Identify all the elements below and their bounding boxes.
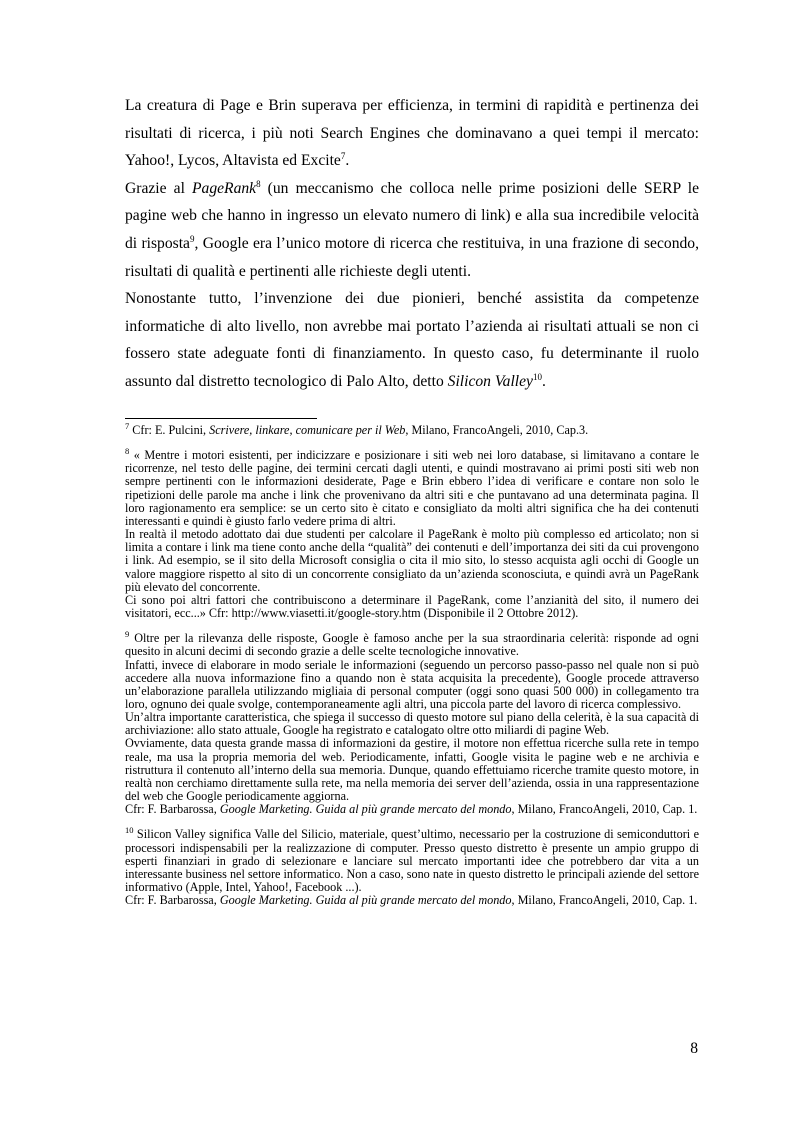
paragraph-1 — [125, 92, 699, 175]
paragraph-2-start: Grazie al — [125, 179, 192, 197]
footnotes — [125, 420, 699, 908]
paragraph-3 — [125, 285, 699, 395]
citation-text: Cfr: F. Barbarossa, — [125, 893, 220, 908]
footnote-10 — [125, 825, 699, 908]
book-title: Scrivere, linkare, comunicare per il Web — [209, 423, 406, 437]
footnote-ref-8[interactable]: 8 — [256, 178, 261, 189]
paragraph-3-end: . — [541, 372, 546, 390]
footnote-text: Silicon Valley significa Valle del Silicio, materiale, quest’ultimo, necessario per la costruzione di semiconduttori e processori indispensabili per la realizzazione di computer. Presso questo distretto è presente un ampio gruppo di esperti finanziari in grado di selezionare e lanciare sul mercato importanti idee che potrebbero dar vita a un interessante business nel settore informatico. Non a caso, sono nate in questo distretto le principali aziende del settore informativo (Apple, Intel, Yahoo!, Facebook ...). — [125, 827, 699, 894]
footnote-text: Oltre per la rilevanza delle risposte, Google è famoso anche per la sua straordinaria celerità: risponde ad ogni quesito in alcuni decimi di secondo grazie a delle scelte tecnologiche innovative. — [125, 631, 699, 659]
body-text — [125, 92, 699, 396]
paragraph-1-text: La creatura di Page e Brin superava per efficienza, in termini di rapidità e pertinenza dei risultati di ricerca, i più noti Search Engines che dominavano a quei tempi il mercato: Yahoo!, Lycos, Altavista ed Excite — [125, 97, 699, 170]
footnote-text: Infatti, invece di elaborare in modo seriale le informazioni (seguendo un percorso passo-passo nel quale non si può accedere alla nuova informazione fino a quando non è stata acquisita la precedente), Google procede attraverso un’elaborazione parallela utilizzando migliaia di personal computer (oggi sono quasi 500 000) in collegamento tra loro, ognuno dei quale svolge, contemporaneamente agli altri, una piccola parte del lavoro di ricerca complessivo. — [125, 657, 699, 711]
silicon-valley-term: Silicon Valley — [447, 372, 533, 390]
footnote-text: Un’altra importante caratteristica, che spiega il successo di questo motore sul piano della celerità, è la sua capacità di archiviazione: allo stato attuale, Google ha registrato e catalogato oltre otto miliardi di pagine Web. — [125, 710, 699, 738]
footnote-text: Ovviamente, data questa grande massa di informazioni da gestire, il motore non effettua ricerche sulla rete in tempo reale, ma usa la propria memoria del web. Periodicamente, infatti, Google visita le pagine web e ne archivia e ristruttura il contenuto all’interno della sua memoria. Dunque, quando effettuiamo ricerche tramite questo motore, in realtà non cerchiamo direttamente sulla rete, ma nella memoria dei server dell’azienda, ossia in una rappresentazione del web che Google periodicamente aggiorna. — [125, 736, 699, 804]
citation-text: , Milano, FrancoAngeli, 2010, Cap. 1. — [511, 893, 698, 908]
footnote-9 — [125, 629, 699, 817]
footnote-number: 9 — [125, 629, 130, 640]
footnote-number: 8 — [125, 446, 130, 457]
footnote-8 — [125, 446, 699, 621]
footnote-ref-9[interactable]: 9 — [189, 233, 195, 244]
footnote-ref-10[interactable]: 10 — [532, 371, 542, 382]
book-title: Google Marketing. Guida al più grande mercato del mondo — [219, 802, 512, 817]
footnote-number: 7 — [125, 420, 130, 431]
footnote-citation — [125, 803, 699, 816]
paragraph-2-middle: (un meccanismo che colloca nelle prime posizioni delle SERP le pagine web che hanno in ingresso un elevato numero di link) e alla sua incredibile velocità di risposta — [125, 179, 699, 252]
paragraph-2-end: , Google era l’unico motore di ricerca che restituiva, in una frazione di secondo, risultati di qualità e pertinenti alle richieste degli utenti. — [125, 234, 699, 280]
footnote-text: , Milano, FrancoAngeli, 2010, Cap.3. — [405, 423, 589, 437]
footnote-text: « Mentre i motori esistenti, per indicizzare e posizionare i siti web nei loro database, si limitavano a contare le ricorrenze, nel testo delle pagine, dei termini cercati dagli utenti, e quindi mostravano ai primi posti siti web non sempre pertinenti con le informazioni desiderate, Page e Brin ebbero l’idea di verificare e contare non solo le ripetizioni delle parole ma anche i link che provenivano da altri siti e che puntavano ad una determinata pagina. Il loro ragionamento era semplice: se un certo sito è citato e consigliato da molti altri significa che ha dei contenuti interessanti e quindi è giusto farlo vedere prima di altri. — [125, 448, 699, 528]
footnote-ref-7[interactable]: 7 — [340, 151, 346, 161]
footnote-text: Ci sono poi altri fattori che contribuiscono a determinare il PageRank, come l’anzianità del sito, il numero dei visitatori, ecc...» Cfr: http://www.viasetti.it/google-story.htm (Disponibile il 2 Ottobre 2012). — [125, 592, 699, 621]
page-number: 8 — [690, 1040, 698, 1057]
paragraph-3-start: Nonostante tutto, l’invenzione dei due pionieri, benché assistita da competenze informatiche di alto livello, non avrebbe mai portato l’azienda ai risultati attuali se non ci fossero state adeguate fonti di finanziamento. In questo caso, fu determinante il ruolo assunto dal distretto tecnologico di Palo Alto, detto — [125, 290, 699, 390]
paragraph-2 — [125, 175, 699, 285]
footnote-citation — [125, 894, 699, 907]
pagerank-term: PageRank — [192, 179, 257, 197]
paragraph-1-end: . — [345, 152, 350, 170]
citation-text: Cfr: F. Barbarossa, — [125, 802, 220, 817]
footnote-text: In realtà il metodo adottato dai due studenti per calcolare il PageRank è molto più complesso ed articolato; non si limita a contare i link ma tiene conto anche della “qualità” dei contenuti e dell’importanza dei siti da cui provengono i link. Ad esempio, se il sito della Microsoft consiglia o cita il mio sito, lo stesso acquista agli occhi di Google un valore maggiore rispetto al sito di un concorrente consigliato da un’azienda sconosciuta, e quindi avrà un PageRank più elevato del concorrente. — [125, 527, 699, 594]
footnote-number: 10 — [125, 825, 134, 836]
footnote-separator — [125, 418, 317, 419]
footnote-7 — [125, 420, 699, 437]
citation-text: , Milano, FrancoAngeli, 2010, Cap. 1. — [511, 802, 698, 817]
footnote-text: Cfr: E. Pulcini, — [129, 423, 210, 437]
book-title: Google Marketing. Guida al più grande mercato del mondo — [219, 893, 512, 908]
